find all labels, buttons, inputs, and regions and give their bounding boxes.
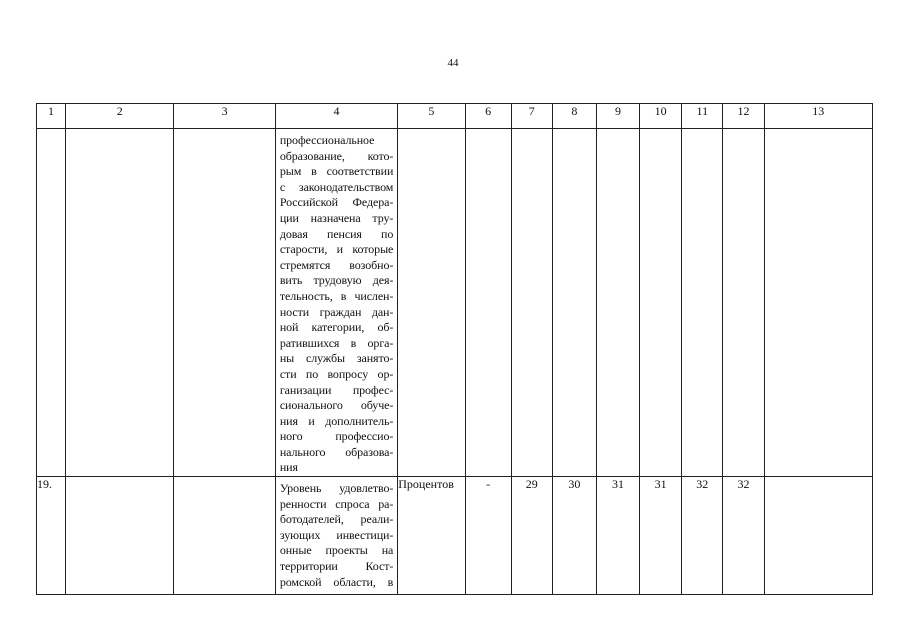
text-line: ромской области, в [279, 574, 394, 589]
cell-col2 [66, 129, 174, 477]
text-line: старости, и которые [279, 242, 394, 257]
text-line: Уровень удовлетво- [279, 481, 394, 496]
cell-col7 [511, 129, 552, 477]
cell-col2 [66, 477, 174, 595]
text-line: нального образова- [279, 444, 394, 459]
table-row-continued [37, 129, 873, 477]
text-line: ния и дополнитель- [279, 413, 394, 428]
cell-col11: 32 [682, 477, 723, 595]
text-line: ной категории, об- [279, 320, 394, 335]
cell-number [37, 129, 66, 477]
text-line: ности граждан дан- [279, 304, 394, 319]
indicator-table [36, 103, 873, 595]
cell-col10 [640, 129, 682, 477]
header-cell: 11 [682, 104, 723, 129]
header-cell: 2 [66, 104, 174, 129]
header-cell: 6 [465, 104, 511, 129]
text-line: ны службы занято- [279, 351, 394, 366]
indicator-text [276, 129, 397, 476]
text-line: ния [279, 460, 298, 475]
text-line: профессиональное [279, 133, 375, 147]
cell-col10: 31 [640, 477, 682, 595]
text-line: Российской Федера- [279, 195, 394, 210]
cell-col8: 30 [552, 477, 596, 595]
cell-col13 [764, 477, 872, 595]
text-line: стремятся возобно- [279, 257, 394, 272]
text-line: ганизации профес- [279, 382, 394, 397]
cell-unit: Процентов [398, 477, 465, 595]
cell-col8 [552, 129, 596, 477]
text-line: рым в соответствии [279, 164, 394, 179]
cell-col9: 31 [596, 477, 639, 595]
cell-col6: - [465, 477, 511, 595]
cell-col3 [174, 477, 275, 595]
text-line: ратившихся в орга- [279, 335, 394, 350]
cell-unit [398, 129, 465, 477]
text-line: онные проекты на [279, 543, 394, 558]
text-line: тельность, в числен- [279, 288, 394, 303]
header-cell: 3 [174, 104, 275, 129]
text-line: сти по вопросу ор- [279, 366, 394, 381]
cell-indicator-name [275, 129, 397, 477]
cell-col7: 29 [511, 477, 552, 595]
header-cell: 4 [275, 104, 397, 129]
text-line: ренности спроса ра- [279, 496, 394, 511]
header-cell: 9 [596, 104, 639, 129]
text-line: ного профессио- [279, 429, 394, 444]
cell-col6 [465, 129, 511, 477]
header-cell: 10 [640, 104, 682, 129]
text-line: территории Кост- [279, 559, 394, 574]
header-cell: 1 [37, 104, 66, 129]
text-line: ции назначена тру- [279, 210, 394, 225]
cell-col12 [723, 129, 764, 477]
cell-col11 [682, 129, 723, 477]
header-cell: 8 [552, 104, 596, 129]
cell-number: 19. [37, 477, 66, 595]
text-line: сионального обуче- [279, 398, 394, 413]
cell-col9 [596, 129, 639, 477]
table-row-19 [37, 477, 873, 595]
text-line: зующих инвестици- [279, 527, 394, 542]
header-cell: 12 [723, 104, 764, 129]
header-cell: 5 [398, 104, 465, 129]
cell-col13 [764, 129, 872, 477]
text-line: с законодательством [279, 179, 394, 194]
cell-indicator-name [275, 477, 397, 595]
header-cell: 7 [511, 104, 552, 129]
cell-col12: 32 [723, 477, 764, 595]
header-cell: 13 [764, 104, 872, 129]
header-row [37, 104, 873, 129]
cell-col3 [174, 129, 275, 477]
page-number: 44 [447, 57, 459, 69]
indicator-text [276, 477, 397, 590]
text-line: довая пенсия по [279, 226, 394, 241]
text-line: ботодателей, реали- [279, 512, 394, 527]
text-line: образование, кото- [279, 148, 394, 163]
text-line: вить трудовую дея- [279, 273, 394, 288]
